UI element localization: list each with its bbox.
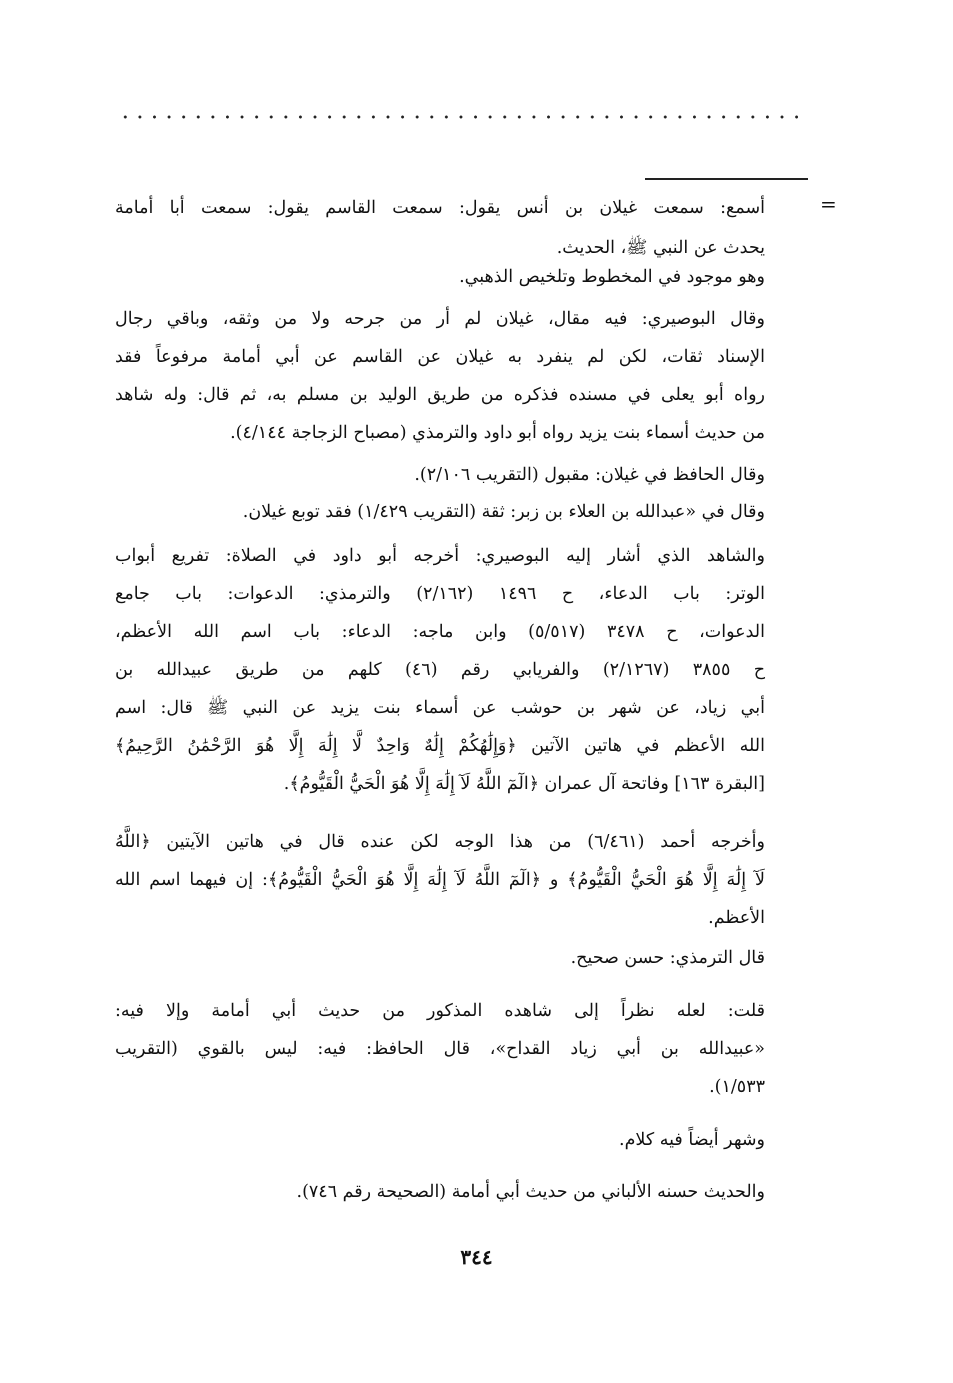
text-line: ١/٥٣٣). (709, 1077, 765, 1097)
text-line: وقال في «عبدالله بن العلاء بن زبر: ثقة (التقريب ١/٤٢٩) فقد توبع غيلان. (242, 502, 765, 522)
footnote-rule (645, 178, 808, 180)
text-line: رواه أبو يعلى في مسنده فذكره من طريق الوليد بن مسلم به، ثم قال: وله شاهد (115, 385, 765, 405)
text-line: والشاهد الذي أشار إليه البوصيري: أخرجه أبو داود في الصلاة: تفريع أبواب (115, 546, 765, 566)
paragraph-9 (115, 992, 765, 1106)
paragraph-1 (115, 188, 765, 268)
text-line: أبي زياد، عن شهر بن حوشب عن أسماء بنت يزيد عن النبي ﷺ قال: اسم (115, 698, 765, 718)
paragraph-6 (115, 537, 765, 803)
text-line: الأعظم. (708, 908, 765, 928)
paragraph-11 (115, 1174, 765, 1210)
page-number: ٣٤٤ (460, 1245, 493, 1269)
paragraph-5 (115, 494, 765, 530)
quran-verse-line: لَآ إِلَٰهَ إِلَّا هُوَ الْحَيُّ الْقَيُّومُ﴾ و ﴿الٓمٓ اللَّهُ لَآ إِلَٰهَ إِلَّا هُوَ الْحَيُّ الْقَيُّومُ﴾: إن فيهما اسم الله (115, 870, 765, 890)
text-line: وأخرجه أحمد (٦/٤٦١) من هذا الوجه لكن عنده قال في هاتين الآيتين ﴿اللَّهُ (115, 832, 765, 852)
text-line: وقال الحافظ في غيلان: مقبول (التقريب ٢/١٠٦). (414, 465, 765, 485)
text-line: من حديث أسماء بنت يزيد رواه أبو داود والترمذي (مصباح الزجاجة ٤/١٤٤). (230, 423, 765, 443)
text-line: قال الترمذي: حسن صحيح. (570, 948, 765, 968)
continuation-mark: = (820, 192, 837, 216)
text-line: ح ٣٨٥٥ (٢/١٢٦٧) والفريابي رقم (٤٦) كلهم من طريق عبيدالله بن (115, 660, 765, 680)
dotted-separator (118, 112, 798, 122)
paragraph-8 (115, 940, 765, 976)
text-line: وقال البوصيري: فيه مقال، غيلان لم أر من جرحه ولا من وثقه، وباقي رجال (115, 309, 765, 329)
text-line: أسمع: سمعت غيلان بن أنس يقول: سمعت القاسم يقول: سمعت أبا أمامة (115, 198, 765, 218)
quran-verse-line: الله الأعظم في هاتين الآتين ﴿وَإِلَٰهُكُمْ إِلَٰهٌ وَاحِدٌ لَّا إِلَٰهَ إِلَّا هُوَ الرَّحْمَٰنُ الرَّحِيمُ﴾ (115, 736, 765, 756)
text-line: الإسناد ثقات، لكن لم ينفرد به غيلان عن القاسم عن أبي أمامة مرفوعاً فقد (115, 347, 765, 367)
paragraph-4 (115, 457, 765, 493)
text-line: قلت: لعله نظراً إلى شاهده المذكور من حديث أبي أمامة وإلا فيه: (115, 1001, 765, 1021)
text-line: وهو موجود في المخطوط وتلخيص الذهبي. (459, 267, 765, 287)
paragraph-7 (115, 823, 765, 937)
paragraph-2 (115, 262, 765, 292)
text-line: وشهر أيضاً فيه كلام. (619, 1130, 765, 1150)
paragraph-10 (115, 1122, 765, 1158)
text-line: الوتر: باب الدعاء، ح ١٤٩٦ (٢/١٦٢) والترمذي: الدعوات: باب جامع (115, 584, 765, 604)
paragraph-3 (115, 300, 765, 452)
text-line: والحديث حسنه الألباني من حديث أبي أمامة (الصحيحة رقم ٧٤٦). (296, 1182, 765, 1202)
text-line: الدعوات، ح ٣٤٧٨ (٥/٥١٧) وابن ماجه: الدعاء: باب اسم الله الأعظم، (115, 622, 765, 642)
quran-verse-line: [البقرة ١٦٣] وفاتحة آل عمران ﴿الٓمٓ اللَّهُ لَآ إِلَٰهَ إِلَّا هُوَ الْحَيُّ الْقَيُّومُ﴾. (283, 774, 765, 794)
text-line: يحدث عن النبي ﷺ، الحديث. (556, 238, 765, 258)
text-line: «عبيدالله بن أبي زياد القداح»، قال الحافظ: فيه: ليس بالقوي (التقريب (115, 1039, 765, 1059)
